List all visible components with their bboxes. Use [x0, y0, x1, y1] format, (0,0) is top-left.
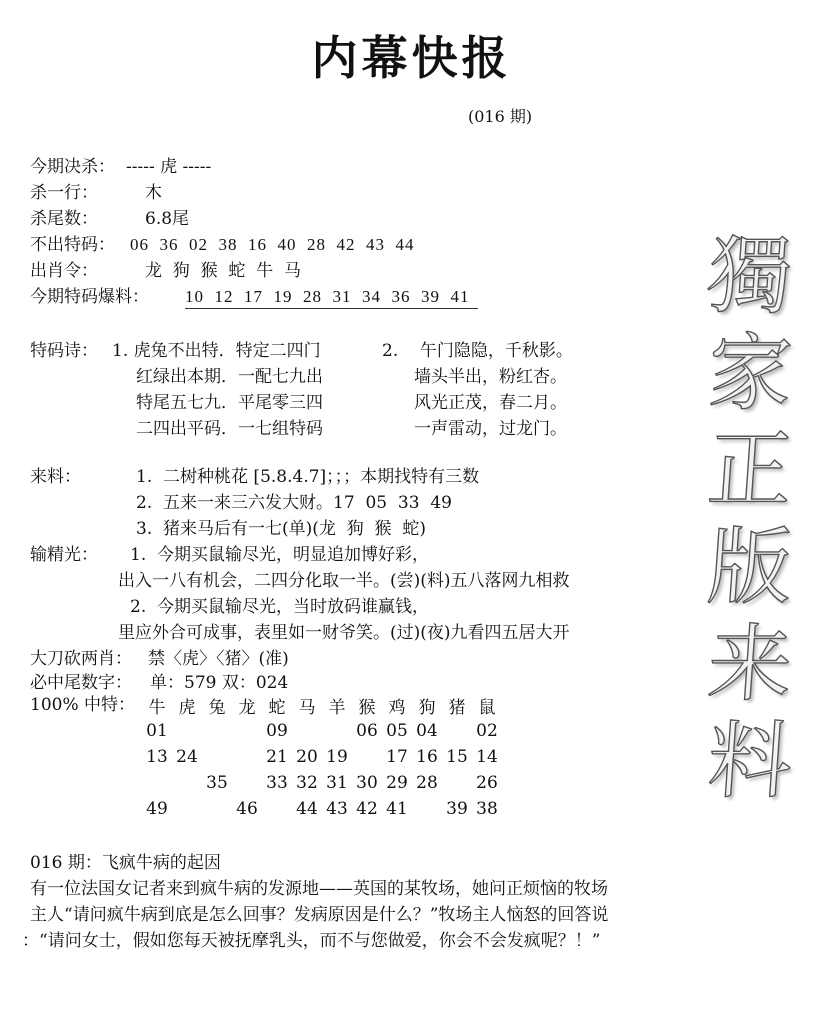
- zodiac-number-cell: 21: [266, 747, 288, 767]
- zodiac-number-cell: 26: [476, 773, 498, 793]
- poem-right-line-1: 2. 午门隐隐，千秋影。: [382, 341, 573, 361]
- zodiac-number-cell: [172, 796, 202, 822]
- zodiac-number-cell: [172, 770, 202, 796]
- zodiac-number-cell: 49: [146, 799, 168, 819]
- zodiac-number-cell: 24: [176, 747, 198, 767]
- zodiac-number-cell: 31: [326, 773, 348, 793]
- zodiac-number-cell: [202, 718, 232, 744]
- zodiac-number-row: [142, 770, 502, 796]
- zodiac-number-cell: 32: [296, 773, 318, 793]
- zodiac-number-cell: [172, 718, 202, 744]
- side-banner-char: 家: [704, 324, 796, 422]
- zodiac-number-cell: 17: [386, 747, 408, 767]
- zodiac-number-cell: 39: [446, 799, 468, 819]
- lose-all-label: 输精光：: [30, 545, 98, 565]
- zodiac-number-row: [142, 718, 502, 744]
- side-banner-char: 獨: [704, 227, 796, 325]
- zodiac-number-cell: 09: [266, 721, 288, 741]
- zodiac-number-cell: [232, 744, 262, 770]
- zodiac-number-cell: 44: [296, 799, 318, 819]
- zodiac-number-cell: 15: [446, 747, 468, 767]
- zodiac-order-label: 出肖令：: [30, 261, 98, 281]
- kill-tail-value: 6.8尾: [145, 209, 190, 229]
- zodiac-number-cell: [142, 770, 172, 796]
- zodiac-number-cell: [262, 796, 292, 822]
- zodiac-number-cell: 19: [326, 747, 348, 767]
- zodiac-number-cell: [202, 744, 232, 770]
- zodiac-number-cell: 43: [326, 799, 348, 819]
- excluded-numbers-value: 06 36 02 38 16 40 28 42 43 44: [130, 235, 415, 254]
- zodiac-header-cell: 猪: [448, 697, 466, 718]
- zodiac-header-cell: 鸡: [388, 697, 406, 718]
- zodiac-number-cell: 05: [386, 721, 408, 741]
- kill-zodiac-label: 今期决杀：: [30, 157, 115, 177]
- side-banner-char: 正: [704, 421, 796, 519]
- zodiac-number-cell: [232, 770, 262, 796]
- zodiac-number-cell: [352, 744, 382, 770]
- zodiac-number-cell: 38: [476, 799, 498, 819]
- zodiac-number-cell: [442, 770, 472, 796]
- zodiac-number-row: [142, 744, 502, 770]
- side-banner: [690, 228, 810, 810]
- zodiac-number-cell: 13: [146, 747, 168, 767]
- zodiac-header-cell: 虎: [178, 697, 196, 718]
- story-line-1: 有一位法国女记者来到疯牛病的发源地——英国的某牧场，她问正烦恼的牧场: [30, 879, 608, 899]
- issue-number: (016 期): [468, 107, 533, 126]
- zodiac-number-cell: 02: [476, 721, 498, 741]
- zodiac-number-cell: 16: [416, 747, 438, 767]
- zodiac-number-cell: 04: [416, 721, 438, 741]
- story-line-2: 主人“请问疯牛病到底是怎么回事？发病原因是什么？”牧场主人恼怒的回答说: [30, 905, 609, 925]
- zodiac-header-cell: 兔: [208, 697, 226, 718]
- poem-right-line-4: 一声雷动，过龙门。: [414, 419, 567, 439]
- poem-label: 特码诗：: [30, 341, 98, 361]
- zodiac-number-cell: 20: [296, 747, 318, 767]
- zodiac-header-cell: 狗: [418, 697, 436, 718]
- zodiac-number-cell: 14: [476, 747, 498, 767]
- zodiac-number-cell: 29: [386, 773, 408, 793]
- sources-item-3: 3. 猪来马后有一七(单)(龙 狗 猴 蛇): [136, 519, 426, 539]
- zodiac-order-value: 龙 狗 猴 蛇 牛 马: [145, 261, 302, 281]
- poem-left-line-2: 红绿出本期．一配七九出: [136, 367, 323, 387]
- zodiac-number-cell: 42: [356, 799, 378, 819]
- zodiac-header-cell: 龙: [238, 697, 256, 718]
- story-line-3: ：“请问女士，假如您每天被抚摩乳头，而不与您做爱，你会不会发疯呢？！”: [22, 931, 601, 951]
- poem-left-line-3: 特尾五七九．平尾零三四: [136, 393, 323, 413]
- zodiac-header-cell: 鼠: [478, 697, 496, 718]
- zodiac-header-cell: 蛇: [268, 697, 286, 718]
- zodiac-header-cell: 牛: [148, 697, 166, 718]
- lose-all-line-2: 出入一八有机会，二四分化取一半。(尝)(料)五八落网九相救: [118, 571, 570, 591]
- zodiac-header-cell: 马: [298, 697, 316, 718]
- zodiac-number-cell: 41: [386, 799, 408, 819]
- zodiac-number-cell: 30: [356, 773, 378, 793]
- sources-item-2: 2. 五来一来三六发大财。17 05 33 49: [136, 493, 452, 513]
- lose-all-line-4: 里应外合可成事，表里如一财爷笑。(过)(夜)九看四五居大开: [118, 623, 570, 643]
- kill-element-value: 木: [145, 183, 162, 203]
- sources-label: 来料：: [30, 467, 81, 487]
- poem-right-line-2: 墙头半出，粉红杏。: [414, 367, 567, 387]
- lose-all-line-3: 2. 今期买鼠输尽光，当时放码谁赢钱，: [130, 597, 430, 617]
- zodiac-header-cell: 羊: [328, 697, 346, 718]
- big-knife-value: 禁〈虎〉〈猪〉(准): [148, 649, 289, 669]
- zodiac-header-cell: 猴: [358, 697, 376, 718]
- zodiac-header-row: [142, 692, 502, 718]
- kill-zodiac-value: ----- 虎 -----: [126, 157, 212, 177]
- poem-left-line-4: 二四出平码．一七组特码: [136, 419, 323, 439]
- zodiac-number-cell: 06: [356, 721, 378, 741]
- zodiac-number-cell: [292, 718, 322, 744]
- zodiac-table-label: 100% 中特：: [30, 695, 136, 715]
- zodiac-number-cell: 46: [236, 799, 258, 819]
- kill-element-label: 杀一行：: [30, 183, 98, 203]
- zodiac-number-cell: [412, 796, 442, 822]
- zodiac-number-row: [142, 796, 502, 822]
- poem-left-line-1: 1. 虎兔不出特．特定二四门: [112, 341, 321, 361]
- lose-all-line-1: 1. 今期买鼠输尽光，明显追加博好彩，: [130, 545, 430, 565]
- side-banner-char: 料: [704, 712, 796, 810]
- zodiac-number-cell: [322, 718, 352, 744]
- kill-tail-label: 杀尾数：: [30, 209, 98, 229]
- zodiac-number-cell: [202, 796, 232, 822]
- side-banner-char: 版: [704, 518, 796, 616]
- zodiac-number-cell: 28: [416, 773, 438, 793]
- big-knife-label: 大刀砍两肖：: [30, 649, 132, 669]
- excluded-numbers-label: 不出特码：: [30, 235, 115, 255]
- zodiac-number-cell: 35: [206, 773, 228, 793]
- must-tail-label: 必中尾数字：: [30, 673, 132, 693]
- zodiac-number-cell: 01: [146, 721, 168, 741]
- story-heading: 016 期：飞疯牛病的起因: [30, 853, 221, 873]
- zodiac-number-table: [142, 692, 502, 822]
- hot-numbers-value: 10 12 17 19 28 31 34 36 39 41: [185, 286, 478, 309]
- zodiac-number-cell: 33: [266, 773, 288, 793]
- side-banner-char: 来: [704, 615, 796, 713]
- poem-right-line-3: 风光正茂，春二月。: [414, 393, 567, 413]
- must-tail-value: 单：579 双：024: [150, 673, 289, 693]
- zodiac-number-cell: [442, 718, 472, 744]
- sources-item-1: 1. 二树种桃花 [5.8.4.7]；；；本期找特有三数: [136, 467, 480, 487]
- hot-numbers-label: 今期特码爆料：: [30, 287, 149, 307]
- zodiac-number-cell: [232, 718, 262, 744]
- page-title: 内幕快报: [311, 31, 512, 85]
